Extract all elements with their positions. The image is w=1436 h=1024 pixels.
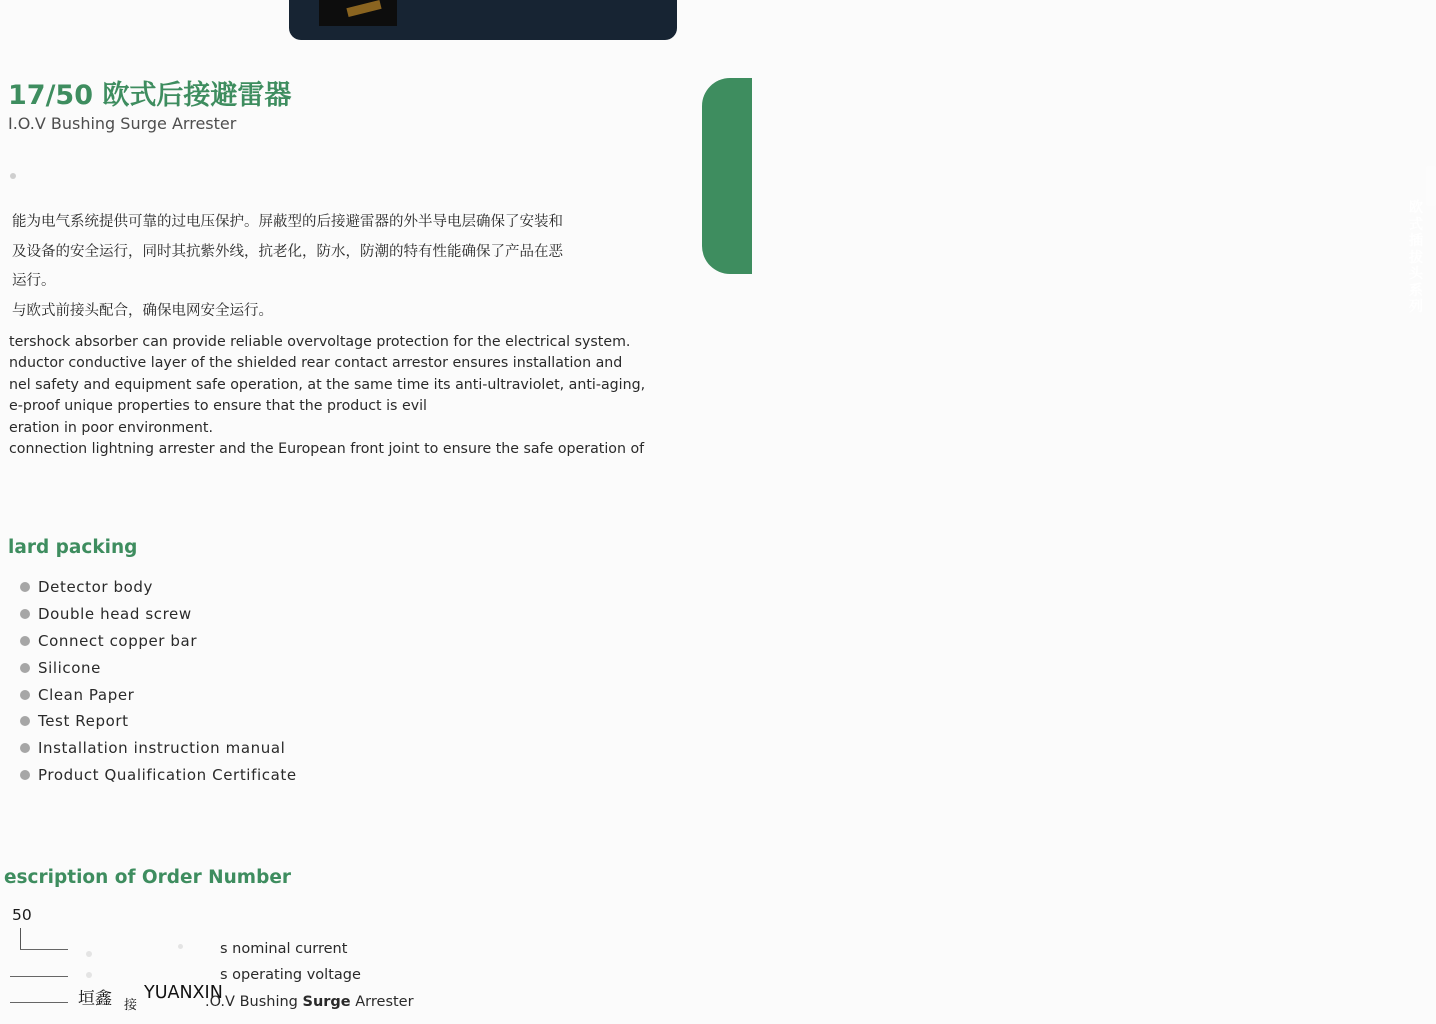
list-item [20, 574, 297, 601]
faint-dot-icon [86, 972, 92, 978]
list-item [20, 655, 297, 682]
small-dot-mark [10, 173, 16, 179]
page-title-en: I.O.V Bushing Surge Arrester [8, 114, 237, 133]
packing-item-label: Double head screw [38, 604, 192, 623]
packing-item-label: Detector body [38, 578, 154, 596]
packing-item-label: Connect copper bar [38, 631, 198, 650]
bullet-dot-icon [20, 743, 30, 753]
list-item [20, 601, 297, 628]
description-cn-line: 与欧式前接头配合，确保电网安全运行。 [12, 302, 273, 319]
description-cn-line: 能为电气系统提供可靠的过电压保护。屏蔽型的后接避雷器的外半导电层确保了安装和 [12, 214, 563, 230]
description-en-line: connection lightning arrester and the European front joint to ensure the safe operation of [9, 441, 645, 458]
description-en-line: eration in poor environment. [9, 419, 213, 436]
watermark-brand-en: YUANXIN [144, 983, 223, 1003]
faint-dot-icon [178, 944, 183, 949]
product-line-text: .O.V Bushing Surge Arrester [205, 994, 414, 1010]
packing-heading: lard packing [8, 537, 138, 558]
order-code: 50 [12, 906, 32, 924]
top-product-banner [289, 0, 677, 40]
side-tab-label: 欧式插拔头系列 [1409, 200, 1423, 315]
bullet-dot-icon [20, 770, 30, 780]
series-side-tab[interactable] [702, 78, 1423, 315]
leader-line-product [10, 1002, 68, 1003]
description-cn-line: 运行。 [12, 273, 56, 289]
bullet-dot-icon [20, 690, 30, 700]
list-item [20, 682, 297, 709]
description-cn [12, 208, 672, 326]
description-cn-line: 及设备的安全运行，同时其抗紫外线，抗老化，防水，防潮的特有性能确保了产品在恶 [12, 243, 563, 260]
order-field-voltage: s operating voltage [220, 967, 361, 983]
leader-line-current [20, 949, 68, 950]
packing-item-label: Test Report [38, 712, 129, 731]
product-line-bold-word: Surge [302, 994, 351, 1010]
list-item [20, 708, 297, 735]
watermark-brand-cn: 垣鑫 [78, 989, 112, 1009]
description-en-line: tershock absorber can provide reliable overvoltage protection for the electrical system. [9, 334, 631, 350]
page-title-cn: 17/50 欧式后接避雷器 [8, 80, 292, 111]
list-item [20, 735, 297, 762]
bullet-dot-icon [20, 636, 30, 646]
watermark-small-cn: 接 [124, 998, 138, 1013]
bullet-dot-icon [20, 663, 30, 673]
packing-item-label: Product Qualification Certificate [38, 766, 297, 785]
list-item [20, 762, 297, 789]
leader-line-voltage [10, 976, 68, 977]
order-field-current: s nominal current [220, 941, 348, 957]
description-en [9, 332, 699, 460]
packing-item-label: Clean Paper [38, 685, 135, 704]
description-en-line: nductor conductive layer of the shielded rear contact arrestor ensures installation and [9, 355, 623, 372]
leader-line-vertical [20, 928, 21, 949]
bullet-dot-icon [20, 716, 30, 726]
bullet-dot-icon [20, 609, 30, 619]
banner-product-photo [319, 0, 397, 26]
list-item [20, 628, 297, 655]
description-en-line: e-proof unique properties to ensure that the product is evil [9, 398, 427, 415]
packing-item-label: Silicone [38, 658, 101, 677]
description-en-line: nel safety and equipment safe operation, at the same time its anti-ultraviolet, anti-aging, [9, 376, 646, 393]
bullet-dot-icon [20, 582, 30, 592]
packing-list [20, 574, 297, 789]
order-heading: escription of Order Number [4, 867, 291, 888]
faint-dot-icon [86, 951, 92, 957]
side-tab-faded-text [1426, 166, 1436, 206]
order-product-line [205, 994, 414, 1010]
packing-item-label: Installation instruction manual [38, 739, 286, 758]
